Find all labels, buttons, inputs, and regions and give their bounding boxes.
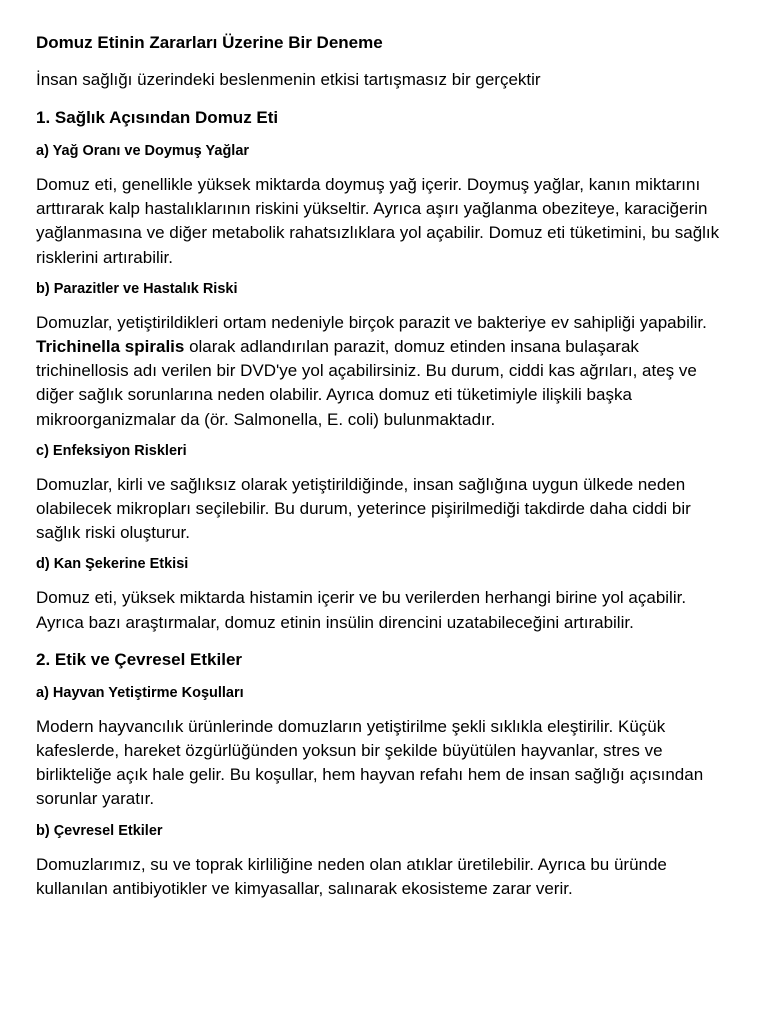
document-title: Domuz Etinin Zararları Üzerine Bir Deneme xyxy=(36,33,383,52)
paragraph-parasites-part2: olarak adlandırılan parazit, domuz etinden insana bulaşarak trichinellosis adı verilen bir DVD'ye yol açabilirsiniz. Bu durum, ciddi kas ağrıları, ateş ve diğer sağlık sorunlarına neden olabilir. Ayrıca domuz eti tüketimiyle ilişkili başka mikroorganizmalar da (ör. Salmonella, E. coli) bulunmaktadır. xyxy=(36,337,697,429)
subsection-heading-farming: a) Hayvan Yetiştirme Koşulları xyxy=(36,684,244,701)
subsection-heading-environment: b) Çevresel Etkiler xyxy=(36,822,163,839)
paragraph-infection: Domuzlar, kirli ve sağlıksız olarak yetiştirildiğinde, insan sağlığına uygun ülkede neden olabilecek mikropları seçilebilir. Bu durum, yeterince pişirilmediği takdirde daha ciddi bir sağlık riski oluşturur. xyxy=(36,474,691,543)
parasite-name-bold: Trichinella spiralis xyxy=(36,337,185,357)
section-heading-health: 1. Sağlık Açısından Domuz Eti xyxy=(36,108,279,127)
subsection-heading-infection: c) Enfeksiyon Riskleri xyxy=(36,442,187,459)
paragraph-farming: Modern hayvancılık ürünlerinde domuzların yetiştirilme şekli sıklıkla eleştirilir. Küçük kafeslerde, hareket özgürlüğünden yoksun bir şekilde büyütülen hayvanlar, stres ve birlikteliğe açık hale gelir. Bu koşullar, hem hayvan refahı hem de insan sağlığı açısından sorunlar yaratır. xyxy=(36,716,704,809)
paragraph-parasites xyxy=(36,311,732,432)
subsection-heading-fat: a) Yağ Oranı ve Doymuş Yağlar xyxy=(36,143,250,159)
section-heading-ethics: 2. Etik ve Çevresel Etkiler xyxy=(36,649,243,669)
subsection-heading-blood-sugar: d) Kan Şekerine Etkisi xyxy=(36,556,189,573)
paragraph-fat: Domuz eti, genellikle yüksek miktarda doymuş yağ içerir. Doymuş yağlar, kanın miktarını arttırarak kalp hastalıklarının riskini yükseltir. Ayrıca aşırı yağlanma obeziteye, karaciğerin yağlanmasına ve diğer metabolik rahatsızlıklara yol açabilir. Domuz eti tüketimini, bu sağlık risklerini artırabilir. xyxy=(36,175,720,267)
intro-paragraph: İnsan sağlığı üzerindeki beslenmenin etkisi tartışmasız bir gerçektir xyxy=(36,70,541,89)
paragraph-parasites-part1: Domuzlar, yetiştirildikleri ortam nedeniyle birçok parazit ve bakteriye ev sahipliği yapabilir. xyxy=(36,312,707,332)
paragraph-blood-sugar: Domuz eti, yüksek miktarda histamin içerir ve bu verilerden herhangi birine yol açabilir. Ayrıca bazı araştırmalar, domuz etinin insülin direncini uzatabileceğini artırabilir. xyxy=(36,588,687,632)
paragraph-environment: Domuzlarımız, su ve toprak kirliliğine neden olan atıklar üretilebilir. Ayrıca bu üründe kullanılan antibiyotikler ve kimyasallar, salınarak ekosisteme zarar verir. xyxy=(36,854,667,898)
subsection-heading-parasites: b) Parazitler ve Hastalık Riski xyxy=(36,280,238,297)
